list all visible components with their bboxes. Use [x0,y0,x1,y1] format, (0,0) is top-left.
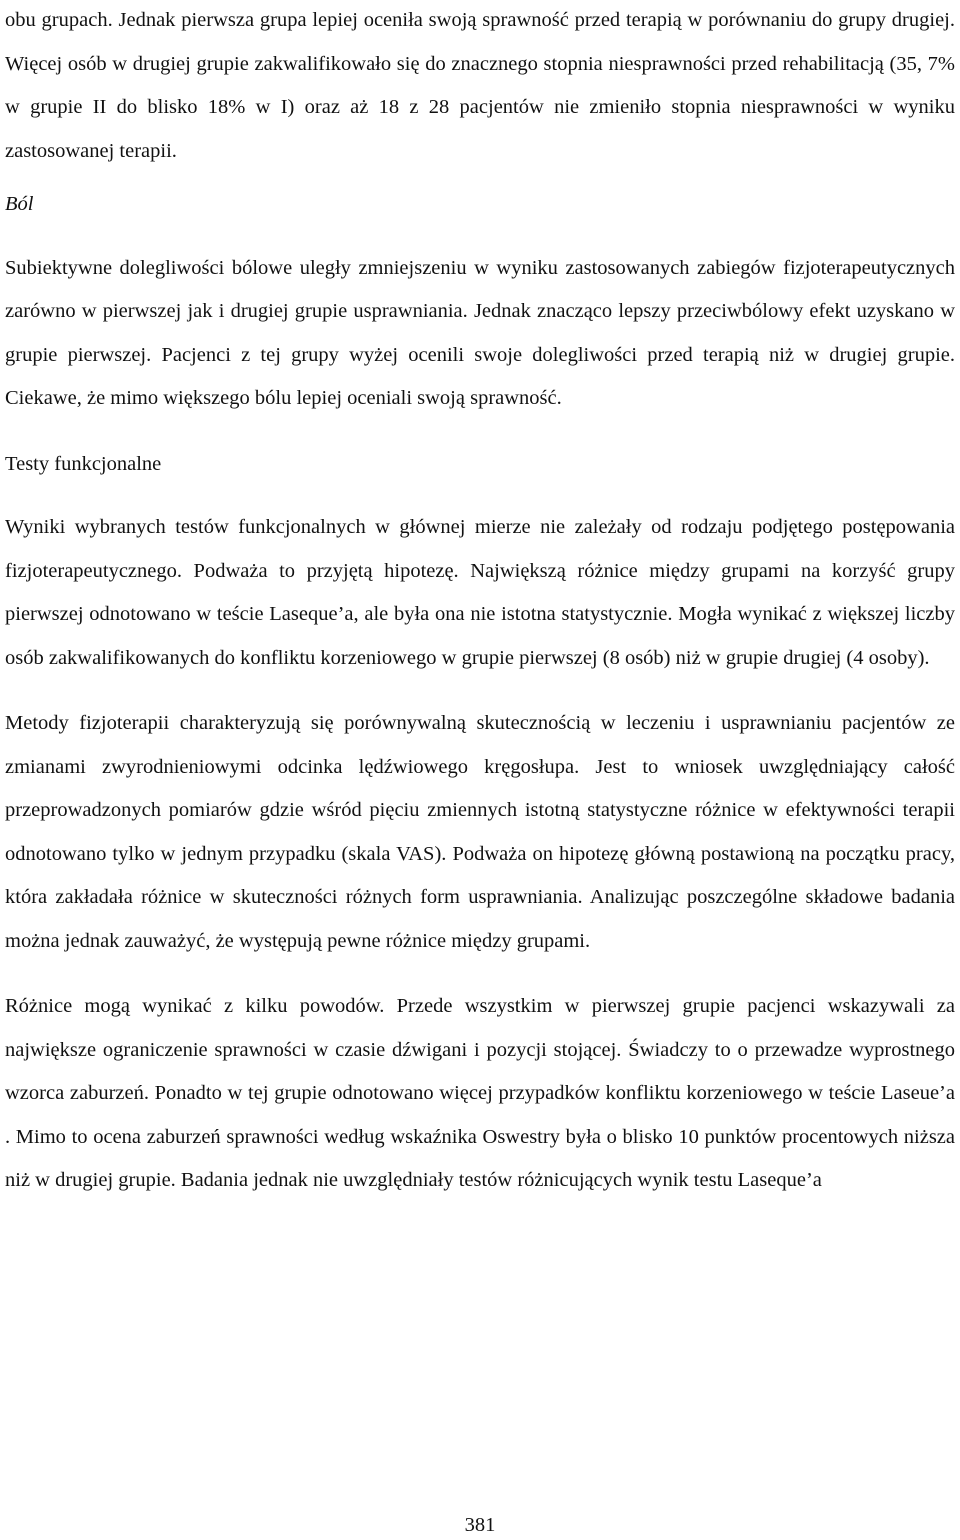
paragraph-pain-results: Subiektywne dolegliwości bólowe uległy zmniejszeniu w wyniku zastosowanych zabiegów fizjoterapeutycznych zarówno w pierwszej jak i drugiej grupie usprawniania. Jednak znacząco lepszy przeciwbólowy efekt uzyskano w grupie pierwszej. Pacjenci z tej grupy wyżej ocenili swoje dolegliwości przed terapią niż w drugiej grupie. Ciekawe, że mimo większego bólu lepiej oceniali swoją sprawność. [5,256,955,409]
section-heading-pain: Ból [5,193,34,215]
page-number: 381 [464,1514,496,1536]
paragraph-disability-summary: obu grupach. Jednak pierwsza grupa lepiej oceniła swoją sprawność przed terapią w porównaniu do grupy drugiej. Więcej osób w drugiej grupie zakwalifikowało się do znacznego stopnia niesprawności przed rehabilitacją (35, 7% w grupie II do blisko 18% w I) oraz aż 18 z 28 pacjentów nie zmieniło stopnia niesprawności w wyniku zastosowanej terapii. [5,9,955,162]
spacer [5,680,955,702]
spacer [5,963,955,985]
paragraph-differences-reasons: Różnice mogą wynikać z kilku powodów. Przede wszystkim w pierwszej grupie pacjenci wskazywali za największe ograniczenie sprawności w czasie dźwigani i pozycji stojącej. Świadczy to o przewadze wyprostnego wzorca zaburzeń. Ponadto w tej grupie odnotowano więcej przypadków konfliktu korzeniowego w teście Laseue’a . Mimo to ocena zaburzeń sprawności według wskaźnika Oswestry była o blisko 10 punktów procentowych niższa niż w drugiej grupie. Badania jednak nie uwzględniały testów różnicujących wynik testu Laseque’a [5,995,955,1191]
spacer [5,486,955,506]
section-heading-functional-tests: Testy funkcjonalne [5,452,162,475]
paragraph-methods-comparison: Metody fizjoterapii charakteryzują się porównywalną skutecznością w leczeniu i usprawnianiu pacjentów ze zmianami zwyrodnieniowymi odcinka lędźwiowego kręgosłupa. Jest to wniosek uwzględniający całość przeprowadzonych pomiarów gdzie wśród pięciu zmiennych istotną statystyczne różnice w efektywności terapii odnotowano tylko w jednym przypadku (skala VAS). Podważa on hipotezę główną postawioną na początku pracy, która zakładała różnice w skuteczności różnych form usprawniania. Analizując poszczególne składowe badania można jednak zauważyć, że występują pewne różnice między grupami. [5,712,955,952]
paragraph-functional-tests: Wyniki wybranych testów funkcjonalnych w głównej mierze nie zależały od rodzaju podjętego postępowania fizjoterapeutycznego. Podważa to przyjętą hipotezę. Największą różnice między grupami na korzyść grupy pierwszej odnotowano w teście Laseque’a, ale była ona nie istotna statystycznie. Mogła wynikać z większej liczby osób zakwalifikowanych do konfliktu korzeniowego w grupie pierwszej (8 osób) niż w grupie drugiej (4 osoby). [5,516,955,669]
spacer [5,227,955,247]
document-page [5,0,955,1203]
